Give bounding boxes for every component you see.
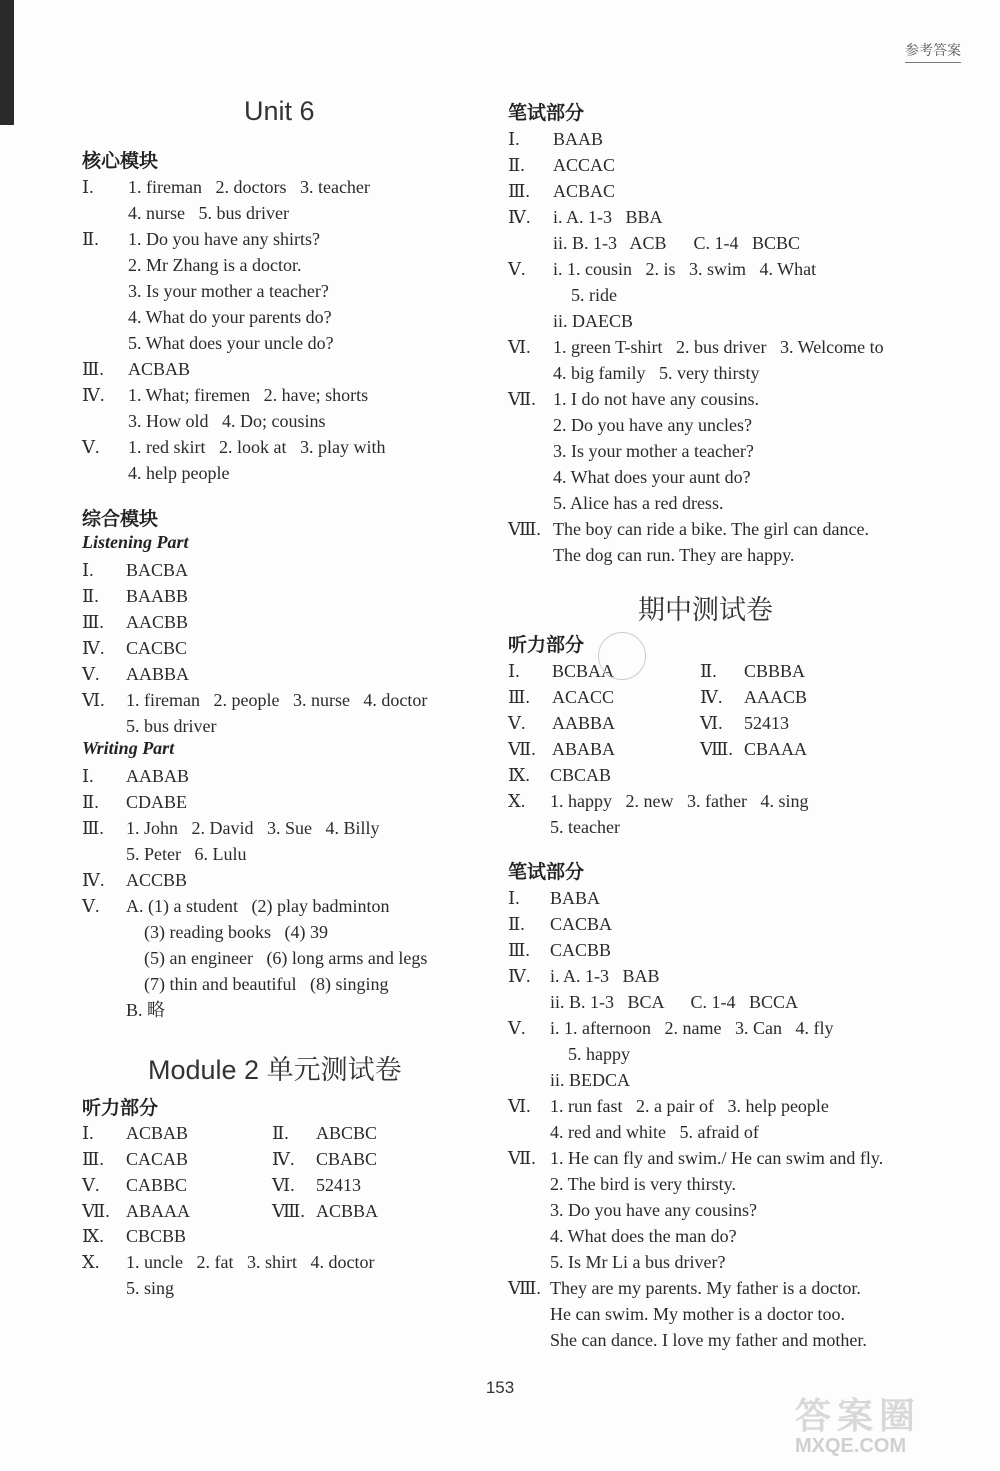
module2-listening-heading: 听力部分	[82, 1097, 159, 1119]
answer-text: ABAAA	[126, 1201, 191, 1221]
item-numeral: Ⅰ.	[508, 129, 520, 149]
answer-text: The boy can ride a bike. The girl can dance.	[553, 519, 870, 539]
midterm-listening-heading: 听力部分	[508, 634, 585, 656]
comprehensive-module-heading: 综合模块	[82, 508, 159, 530]
item-numeral: Ⅳ.	[508, 966, 531, 986]
item-numeral: Ⅵ.	[508, 1096, 531, 1116]
answer-row	[82, 971, 502, 997]
item-numeral: Ⅵ.	[508, 337, 531, 357]
item-numeral: Ⅱ.	[700, 661, 717, 681]
answer-row	[508, 178, 928, 204]
item-numeral: Ⅶ.	[82, 1201, 110, 1221]
written-part-heading: 笔试部分	[508, 102, 585, 124]
answer-text: (7) thin and beautiful (8) singing	[126, 974, 389, 994]
answer-text: She can dance. I love my father and mother.	[550, 1330, 867, 1350]
answer-text: A. (1) a student (2) play badminton	[126, 896, 390, 916]
item-numeral: Ⅹ.	[82, 1252, 100, 1272]
answer-text: 4. red and white 5. afraid of	[550, 1122, 759, 1142]
answer-grid-row	[82, 1146, 502, 1172]
answer-text: 3. Is your mother a teacher?	[128, 281, 329, 301]
answer-row	[508, 516, 928, 542]
answer-row	[508, 412, 928, 438]
answer-text: BAABB	[126, 586, 189, 606]
item-numeral: Ⅳ.	[82, 638, 105, 658]
answer-row	[508, 963, 928, 989]
answer-text: 1. run fast 2. a pair of 3. help people	[550, 1096, 829, 1116]
answer-row	[82, 382, 502, 408]
answer-text: 4. help people	[128, 463, 230, 483]
answer-row	[82, 867, 502, 893]
answer-row	[82, 1223, 502, 1249]
answer-row	[508, 438, 928, 464]
answer-text: ACBAC	[553, 181, 616, 201]
answer-text: 5. What does your uncle do?	[128, 333, 334, 353]
answer-row	[82, 789, 502, 815]
answer-text: 2. Do you have any uncles?	[553, 415, 752, 435]
answer-row	[508, 204, 928, 230]
answer-text: AABBA	[126, 664, 190, 684]
answer-text: AABAB	[126, 766, 190, 786]
item-numeral: Ⅹ.	[508, 791, 526, 811]
item-numeral: Ⅲ.	[82, 359, 104, 379]
answer-grid-row	[82, 1120, 502, 1146]
answer-row	[508, 282, 928, 308]
answer-row	[508, 542, 928, 568]
answer-row	[508, 1301, 928, 1327]
answer-text: ACBAB	[128, 359, 191, 379]
answer-row	[508, 126, 928, 152]
answer-text: CBCBB	[126, 1226, 187, 1246]
watermark	[795, 1388, 980, 1458]
answer-text: (5) an engineer (6) long arms and legs	[126, 948, 428, 968]
unit-title: Unit 6	[244, 96, 315, 126]
answer-text: 1. fireman 2. people 3. nurse 4. doctor	[126, 690, 428, 710]
answer-text: ACCBB	[126, 870, 188, 890]
item-numeral: Ⅴ.	[82, 664, 100, 684]
answer-text: 1. red skirt 2. look at 3. play with	[128, 437, 386, 457]
answer-text: 5. Peter 6. Lulu	[126, 844, 247, 864]
answer-text: 1. He can fly and swim./ He can swim and fly.	[550, 1148, 884, 1168]
answer-text: The dog can run. They are happy.	[553, 545, 795, 565]
answer-text: AABBA	[552, 713, 616, 733]
item-numeral: Ⅰ.	[82, 766, 94, 786]
module2-title: Module 2 单元测试卷	[148, 1055, 402, 1085]
answer-text: BAAB	[553, 129, 604, 149]
answer-text: CACBB	[550, 940, 612, 960]
item-numeral: Ⅰ.	[508, 888, 520, 908]
answer-text: i. 1. cousin 2. is 3. swim 4. What	[553, 259, 817, 279]
item-numeral: Ⅵ.	[700, 713, 723, 733]
item-numeral: Ⅷ.	[700, 739, 733, 759]
answer-text: 3. How old 4. Do; cousins	[128, 411, 326, 431]
answer-grid-row	[508, 736, 928, 762]
answer-grid-row	[82, 1198, 502, 1224]
answer-text: 5. sing	[126, 1278, 175, 1298]
answer-row	[508, 1041, 928, 1067]
item-numeral: Ⅶ.	[508, 739, 536, 759]
answer-row	[508, 308, 928, 334]
answer-grid-row	[508, 658, 928, 684]
answer-text: 4. What does the man do?	[550, 1226, 737, 1246]
item-numeral: Ⅲ.	[508, 940, 530, 960]
item-numeral: Ⅵ.	[272, 1175, 295, 1195]
answer-text: 5. bus driver	[126, 716, 217, 736]
item-numeral: Ⅴ.	[508, 259, 526, 279]
answer-row	[82, 408, 502, 434]
answer-row	[82, 635, 502, 661]
answer-text: ACCAC	[553, 155, 616, 175]
answer-text: 52413	[316, 1175, 361, 1195]
writing-part-label: Writing Part	[82, 738, 175, 758]
answer-row	[508, 1171, 928, 1197]
item-numeral: Ⅳ.	[508, 207, 531, 227]
answer-text: ABCBC	[316, 1123, 378, 1143]
item-numeral: Ⅴ.	[82, 437, 100, 457]
item-numeral: Ⅷ.	[508, 519, 541, 539]
item-numeral: Ⅰ.	[82, 560, 94, 580]
answer-text: 2. The bird is very thirsty.	[550, 1174, 736, 1194]
answer-row	[508, 152, 928, 178]
answer-row	[508, 464, 928, 490]
answer-text: CABBC	[126, 1175, 188, 1195]
answer-text: 2. Mr Zhang is a doctor.	[128, 255, 302, 275]
answer-row	[508, 1093, 928, 1119]
answer-row	[82, 997, 502, 1023]
answer-text: ACACC	[552, 687, 615, 707]
answer-row	[82, 1249, 502, 1275]
answer-row	[82, 1275, 502, 1301]
answer-row	[508, 911, 928, 937]
item-numeral: Ⅳ.	[272, 1149, 295, 1169]
answer-row	[82, 841, 502, 867]
answer-row	[508, 230, 928, 256]
item-numeral: Ⅶ.	[508, 389, 536, 409]
answer-row	[508, 360, 928, 386]
corner-label: 参考答案	[905, 40, 961, 63]
item-numeral: Ⅰ.	[82, 1123, 94, 1143]
item-numeral: Ⅵ.	[82, 690, 105, 710]
core-module-heading: 核心模块	[82, 150, 159, 172]
answer-row	[508, 937, 928, 963]
answer-row	[508, 334, 928, 360]
item-numeral: Ⅴ.	[508, 713, 526, 733]
item-numeral: Ⅳ.	[700, 687, 723, 707]
answer-text: CBABC	[316, 1149, 378, 1169]
answer-text: BCBAA	[552, 661, 615, 681]
answer-row	[82, 687, 502, 713]
answer-text: BACBA	[126, 560, 189, 580]
item-numeral: Ⅷ.	[272, 1201, 305, 1221]
answer-row	[508, 788, 928, 814]
answer-text: AACBB	[126, 612, 189, 632]
answer-text: ii. DAECB	[553, 311, 634, 331]
item-numeral: Ⅰ.	[82, 177, 94, 197]
answer-text: 1. green T-shirt 2. bus driver 3. Welcome to	[553, 337, 884, 357]
answer-row	[82, 174, 502, 200]
answer-row	[508, 1223, 928, 1249]
answer-row	[82, 200, 502, 226]
answer-row	[508, 1145, 928, 1171]
answer-text: CACBC	[126, 638, 188, 658]
answer-text: 5. ride	[553, 285, 617, 305]
item-numeral: Ⅱ.	[82, 586, 99, 606]
answer-row	[82, 356, 502, 382]
answer-row	[508, 1067, 928, 1093]
answer-text: 4. What does your aunt do?	[553, 467, 751, 487]
answer-row	[82, 713, 502, 739]
answer-text: ACBBA	[316, 1201, 379, 1221]
answer-text: CDABE	[126, 792, 188, 812]
item-numeral: Ⅰ.	[508, 661, 520, 681]
answer-row	[508, 1275, 928, 1301]
item-numeral: Ⅴ.	[82, 896, 100, 916]
answer-text: 5. teacher	[550, 817, 620, 837]
item-numeral: Ⅲ.	[82, 612, 104, 632]
answer-text: 1. uncle 2. fat 3. shirt 4. doctor	[126, 1252, 375, 1272]
stamp-mark	[598, 632, 646, 680]
answer-text: 5. happy	[550, 1044, 630, 1064]
answer-text: 52413	[744, 713, 789, 733]
item-numeral: Ⅱ.	[82, 229, 99, 249]
answer-text: AAACB	[744, 687, 808, 707]
answer-text: CACBA	[550, 914, 613, 934]
answer-row	[508, 1015, 928, 1041]
item-numeral: Ⅴ.	[508, 1018, 526, 1038]
answer-row	[508, 386, 928, 412]
answer-row	[508, 490, 928, 516]
item-numeral: Ⅸ.	[508, 765, 530, 785]
answer-text: ii. B. 1-3 BCA C. 1-4 BCCA	[550, 992, 799, 1012]
item-numeral: Ⅲ.	[508, 181, 530, 201]
answer-text: CBAAA	[744, 739, 808, 759]
answer-row	[82, 278, 502, 304]
answer-row	[82, 609, 502, 635]
answer-text: B. 略	[126, 1000, 166, 1020]
item-numeral: Ⅷ.	[508, 1278, 541, 1298]
answer-text: 4. nurse 5. bus driver	[128, 203, 289, 223]
answer-text: ii. B. 1-3 ACB C. 1-4 BCBC	[553, 233, 801, 253]
item-numeral: Ⅲ.	[82, 818, 104, 838]
answer-row	[508, 1327, 928, 1353]
answer-row	[82, 557, 502, 583]
answer-row	[508, 885, 928, 911]
item-numeral: Ⅲ.	[82, 1149, 104, 1169]
answer-text: 1. happy 2. new 3. father 4. sing	[550, 791, 809, 811]
answer-text: i. A. 1-3 BAB	[550, 966, 660, 986]
answer-row	[508, 814, 928, 840]
answer-text: 4. What do your parents do?	[128, 307, 332, 327]
answer-row	[508, 989, 928, 1015]
midterm-title: 期中测试卷	[638, 595, 773, 625]
answer-text: 3. Is your mother a teacher?	[553, 441, 754, 461]
item-numeral: Ⅳ.	[82, 870, 105, 890]
answer-text: BABA	[550, 888, 601, 908]
item-numeral: Ⅴ.	[82, 1175, 100, 1195]
book-spine-bar	[0, 0, 14, 125]
answer-row	[508, 256, 928, 282]
answer-text: 1. I do not have any cousins.	[553, 389, 759, 409]
answer-text: (3) reading books (4) 39	[126, 922, 328, 942]
answer-text: ABABA	[552, 739, 616, 759]
answer-grid-row	[508, 684, 928, 710]
answer-grid-row	[82, 1172, 502, 1198]
answer-row	[82, 304, 502, 330]
answer-text: 1. Do you have any shirts?	[128, 229, 320, 249]
answer-text: i. A. 1-3 BBA	[553, 207, 663, 227]
answer-row	[508, 762, 928, 788]
answer-row	[82, 815, 502, 841]
answer-text: 1. John 2. David 3. Sue 4. Billy	[126, 818, 380, 838]
listening-part-label: Listening Part	[82, 532, 189, 552]
answer-row	[82, 945, 502, 971]
answer-text: ACBAB	[126, 1123, 189, 1143]
midterm-written-heading: 笔试部分	[508, 861, 585, 883]
answer-text: 1. fireman 2. doctors 3. teacher	[128, 177, 370, 197]
answer-text: i. 1. afternoon 2. name 3. Can 4. fly	[550, 1018, 834, 1038]
answer-row	[82, 434, 502, 460]
item-numeral: Ⅲ.	[508, 687, 530, 707]
item-numeral: Ⅳ.	[82, 385, 105, 405]
answer-text: They are my parents. My father is a doctor.	[550, 1278, 861, 1298]
item-numeral: Ⅶ.	[508, 1148, 536, 1168]
answer-row	[82, 661, 502, 687]
answer-row	[508, 1119, 928, 1145]
answer-text: 1. What; firemen 2. have; shorts	[128, 385, 369, 405]
answer-row	[82, 226, 502, 252]
item-numeral: Ⅱ.	[508, 155, 525, 175]
answer-text: ii. BEDCA	[550, 1070, 631, 1090]
answer-text: 4. big family 5. very thirsty	[553, 363, 760, 383]
answer-row	[82, 583, 502, 609]
item-numeral: Ⅸ.	[82, 1226, 104, 1246]
answer-row	[82, 763, 502, 789]
item-numeral: Ⅱ.	[272, 1123, 289, 1143]
answer-row	[82, 330, 502, 356]
answer-text: 3. Do you have any cousins?	[550, 1200, 757, 1220]
answer-text: 5. Alice has a red dress.	[553, 493, 724, 513]
item-numeral: Ⅱ.	[82, 792, 99, 812]
item-numeral: Ⅱ.	[508, 914, 525, 934]
watermark-logo: 答案圈	[795, 1396, 922, 1437]
answer-text: CACAB	[126, 1149, 189, 1169]
watermark-url: MXQE.COM	[795, 1435, 907, 1457]
page-number: 153	[485, 1378, 515, 1397]
answer-row	[82, 919, 502, 945]
answer-text: He can swim. My mother is a doctor too.	[550, 1304, 845, 1324]
answer-row	[508, 1249, 928, 1275]
answer-grid-row	[508, 710, 928, 736]
answer-row	[82, 252, 502, 278]
answer-text: 5. Is Mr Li a bus driver?	[550, 1252, 726, 1272]
answer-row	[508, 1197, 928, 1223]
answer-text: CBCAB	[550, 765, 612, 785]
answer-row	[82, 893, 502, 919]
answer-row	[82, 460, 502, 486]
answer-text: CBBBA	[744, 661, 806, 681]
